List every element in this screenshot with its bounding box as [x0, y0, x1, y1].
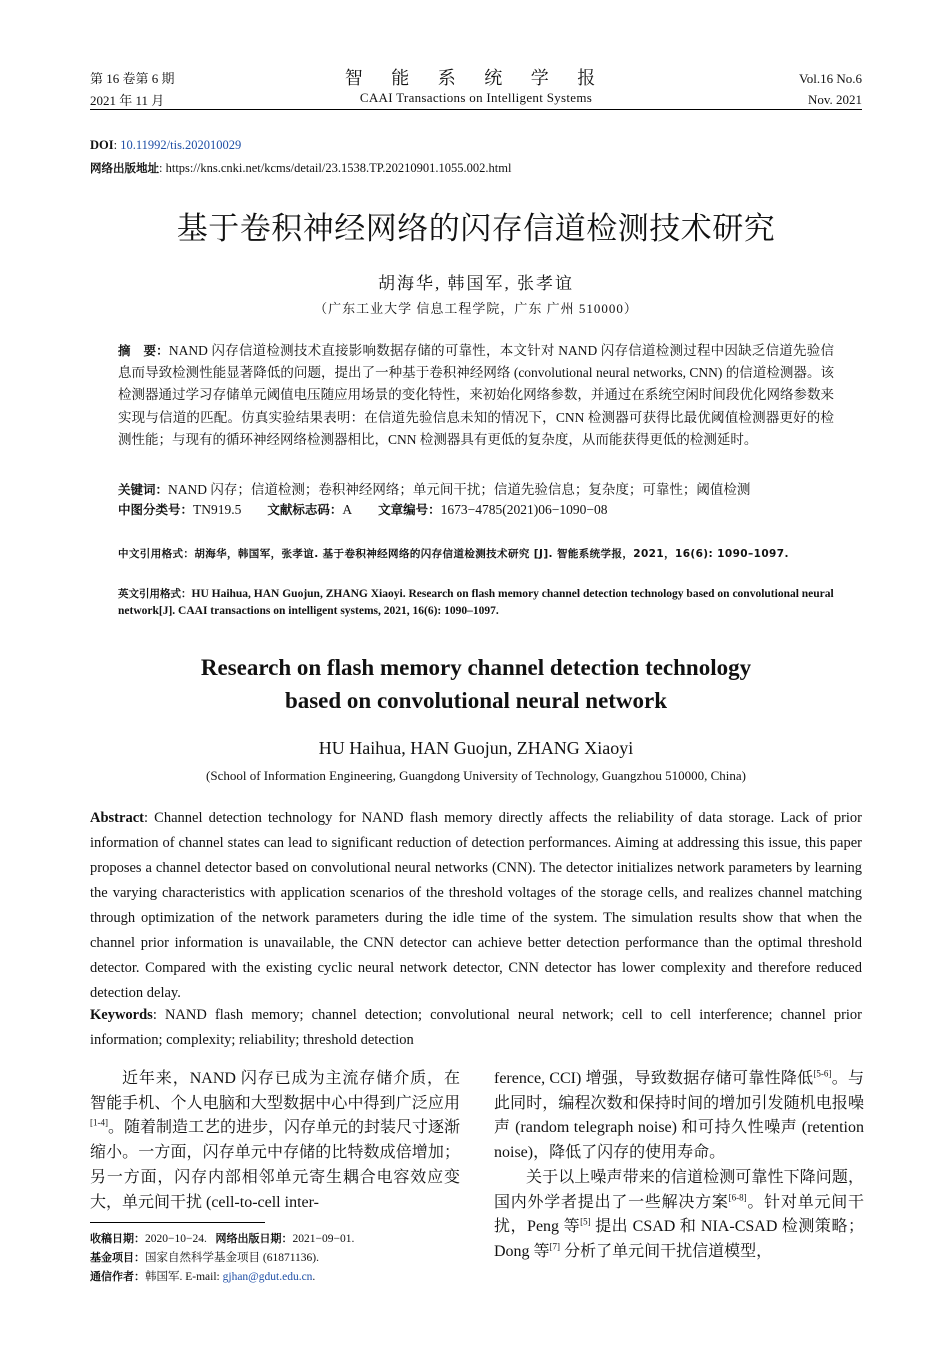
keywords-cn-label: 关键词：: [118, 482, 169, 497]
citation-en: [118, 586, 834, 620]
body-right-paragraph-1: [494, 1067, 864, 1166]
affiliation-en: (School of Information Engineering, Guangdong University of Technology, Guangzhou 510000, China): [206, 768, 746, 783]
doc-code-value: A: [342, 502, 353, 517]
volume-issue-en: Vol.16 No.6: [799, 71, 862, 86]
volume-issue-cn: 第 16 卷第 6 期: [90, 71, 175, 86]
body-left-text-1: 近年来，NAND 闪存已成为主流存储介质，在智能手机、个人电脑和大型数据中心中得到广泛应用: [90, 1070, 460, 1112]
title-en-line-2: based on convolutional neural network: [284, 688, 668, 713]
footnote-rule: [90, 1222, 265, 1223]
title-cn: 基于卷积神经网络的闪存信道检测技术研究: [176, 211, 776, 247]
corresponding-text: 韩国军. E-mail:: [145, 1271, 223, 1283]
citation-cn-label: 中文引用格式：: [118, 548, 195, 560]
footnote-corresponding: [90, 1268, 470, 1284]
running-header: [90, 64, 862, 110]
doi-line: DOI: 10.11992/tis.202010029: [90, 138, 242, 152]
footnote-dates: [90, 1230, 470, 1246]
received-label: 收稿日期：: [90, 1232, 145, 1245]
abstract-cn-label: 摘 要：: [118, 343, 169, 358]
email-link[interactable]: gjhan@gdut.edu.cn: [222, 1271, 313, 1283]
citation-en-text: HU Haihua, HAN Guojun, ZHANG Xiaoyi. Research on flash memory channel detection technology based on convolutional neural network[J]. CAAI transactions on intelligent systems, 2021, 16(6): 1090–1097.: [118, 588, 834, 617]
authors-cn: 胡海华, 韩国军, 张孝谊: [378, 274, 574, 293]
article-no-value: 1673−4785(2021)06−1090−08: [440, 502, 608, 517]
classification-line: [118, 500, 834, 518]
body-right-text-2d: 分析了单元间干扰信道模型，: [560, 1242, 773, 1260]
abstract-en: [90, 806, 862, 1006]
abstract-en-text: : Channel detection technology for NAND flash memory directly affects the reliability of data storage. Lack of prior information of channel states can lead to significant reduction of detection performances. Aiming at addressing this issue, this paper proposes a channel detector based on convolutional neural networks (CNN). The detector initializes network parameters by learning the varying characteristics with application scenarios of the threshold voltages of the storage cells, and realizes channel matching through optimization of the network parameters during the idle time of the system. The simulation results show that when the channel prior information is unavailable, the CNN detector can achieve better detection performance than the optimal threshold detector. Compared with the existing cyclic neural network detector, CNN detector has lower complexity and therefore reduced detection delay.: [90, 810, 862, 1001]
body-right-column: [494, 1067, 864, 1265]
footnote-fund: [90, 1249, 470, 1265]
date-en: Nov. 2021: [807, 92, 862, 107]
clc-value: TN919.5: [193, 502, 242, 517]
received-date: 2020−10−24.: [145, 1233, 207, 1245]
date-cn: 2021 年 11 月: [90, 93, 165, 108]
citation-ref[interactable]: [5]: [580, 1216, 591, 1227]
online-date-label: 网络出版日期：: [215, 1232, 293, 1245]
keywords-en-text: : NAND flash memory; channel detection; convolutional neural network; cell to cell interference; channel prior information; complexity; reliability; threshold detection: [90, 1007, 862, 1048]
citation-ref[interactable]: [6-8]: [728, 1192, 747, 1203]
citation-cn-text: 胡海华，韩国军，张孝谊. 基于卷积神经网络的闪存信道检测技术研究 [J]. 智能系统学报，2021，16(6): 1090–1097.: [194, 548, 789, 560]
body-right-text-1a: ference, CCI) 增强，导致数据存储可靠性降低: [494, 1070, 814, 1087]
email-period: .: [312, 1271, 316, 1283]
online-date: 2021−09−01.: [292, 1233, 355, 1245]
citation-ref[interactable]: [5-6]: [813, 1068, 832, 1079]
body-right-paragraph-2: [494, 1166, 864, 1265]
body-left-column: [90, 1067, 460, 1215]
keywords-en: [90, 1003, 862, 1053]
online-address-line: 网络出版地址: https://kns.cnki.net/kcms/detail/23.1538.TP.20210901.1055.002.html: [90, 161, 512, 175]
body-left-text-2: 。随着制造工艺的进步，闪存单元的封装尺寸逐渐缩小。一方面，闪存单元中存储的比特数成倍增加；另一方面，闪存内部相邻单元寄生耦合电容效应变大，单元间干扰 (cell-to-cell inter-: [90, 1119, 461, 1211]
body-right-text-1b: 。与此同时，编程次数和保持时间的增加引发随机电报噪声 (random telegraph noise) 和可持久性噪声 (retention noise)，降低了闪存的使用寿命。: [494, 1070, 864, 1162]
body-right-text-2b: 。针对单元间干扰，Peng 等: [494, 1193, 864, 1236]
online-address-url[interactable]: https://kns.cnki.net/kcms/detail/23.1538.TP.20210901.1055.002.html: [165, 161, 512, 175]
fund-text: 国家自然科学基金项目 (61871136).: [145, 1252, 319, 1264]
clc-label: 中图分类号：: [118, 502, 194, 517]
doi-label: DOI: [90, 138, 114, 152]
citation-en-label: 英文引用格式：: [118, 588, 192, 600]
citation-ref[interactable]: [1-4]: [90, 1118, 108, 1129]
keywords-en-label: Keywords: [90, 1007, 153, 1023]
online-address-label: 网络出版地址: [90, 161, 159, 175]
citation-ref[interactable]: [7]: [549, 1241, 561, 1252]
corresponding-label: 通信作者：: [90, 1270, 145, 1283]
abstract-cn: [118, 340, 834, 451]
journal-name-cn: 智 能 系 统 学 报: [344, 68, 608, 88]
abstract-cn-text: NAND 闪存信道检测技术直接影响数据存储的可靠性，本文针对 NAND 闪存信道检测过程中因缺乏信道先验信息而导致检测性能显著降低的问题，提出了一种基于卷积神经网络 (convolutional neural networks, CNN) 的信道检测器。该检测器通过学习存储单元阈值电压随应用场景的变化特性，来初始化网络参数，并通过在系统空闲时间段优化网络参数来实现与信道的匹配。仿真实验结果表明：在信道先验信息未知的情况下，CNN 检测器可获得比最优阈值检测器更好的检测性能；与现有的循环神经网络检测器相比，CNN 检测器具有更低的复杂度，从而能获得更低的检测延时。: [118, 343, 834, 447]
abstract-en-label: Abstract: [90, 810, 144, 826]
keywords-cn-text: NAND 闪存；信道检测；卷积神经网络；单元间干扰；信道先验信息；复杂度；可靠性；阈值检测: [168, 482, 751, 497]
authors-en: HU Haihua, HAN Guojun, ZHANG Xiaoyi: [318, 738, 634, 758]
keywords-cn: [118, 478, 834, 498]
doc-code-label: 文献标志码：: [267, 502, 343, 517]
title-en: [90, 651, 862, 717]
citation-cn: [118, 546, 834, 563]
title-en-line-1: Research on flash memory channel detection technology: [200, 655, 752, 680]
fund-label: 基金项目：: [90, 1251, 145, 1264]
body-right-text-2c: 提出 CSAD 和 NIA-CSAD 检测策略；Dong 等: [494, 1218, 864, 1260]
doi-link[interactable]: 10.11992/tis.202010029: [120, 138, 242, 152]
affiliation-cn: （广东工业大学 信息工程学院，广东 广州 510000）: [314, 301, 638, 316]
header-rule: [90, 109, 862, 110]
journal-name-en: CAAI Transactions on Intelligent Systems: [359, 90, 593, 105]
body-right-text-2a: 关于以上噪声带来的信道检测可靠性下降问题，国内外学者提出了一些解决方案: [494, 1168, 864, 1211]
article-no-label: 文章编号：: [378, 502, 441, 517]
